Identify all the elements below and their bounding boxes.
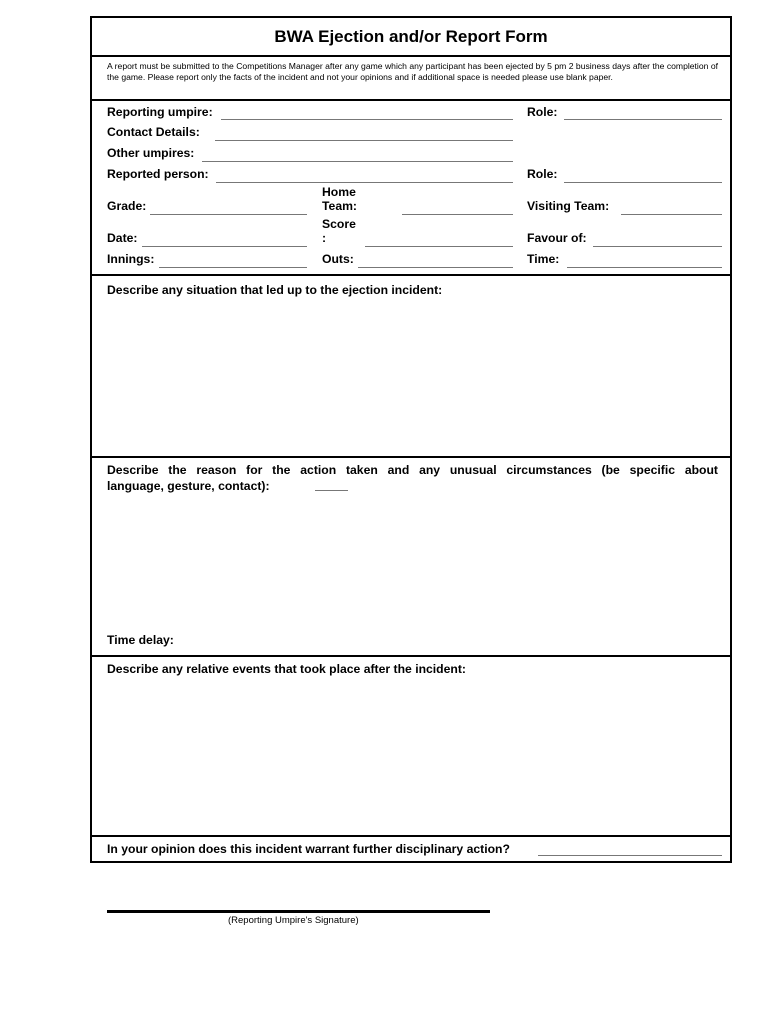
form-instructions: A report must be submitted to the Competitions Manager after any game which any participant has been ejected by 5 pm 2 business days after the completion of the game. Please report only the facts of the incident and not your opinions and if additional space is needed please use blank paper. [107,61,718,82]
role-field[interactable] [564,119,722,120]
signature-label: (Reporting Umpire's Signature) [228,915,359,926]
title-divider [92,55,730,57]
time-field[interactable] [567,267,722,268]
outs-field[interactable] [358,267,513,268]
reason-inline-field[interactable] [315,490,348,491]
visiting-team-field[interactable] [621,214,722,215]
time-delay-label: Time delay: [107,633,174,647]
situation-prompt: Describe any situation that led up to the ejection incident: [107,283,443,297]
date-field[interactable] [142,246,307,247]
score-label-line2: : [322,231,327,245]
outs-label: Outs: [322,252,354,266]
details-divider [92,274,730,276]
after-events-divider [92,835,730,837]
intro-divider [92,99,730,101]
disciplinary-answer-field[interactable] [538,855,722,856]
reported-person-field[interactable] [216,182,513,183]
reported-person-label: Reported person: [107,167,209,181]
innings-field[interactable] [159,267,307,268]
reason-divider [92,655,730,657]
reporting-umpire-label: Reporting umpire: [107,105,213,119]
time-label: Time: [527,252,560,266]
situation-answer-area[interactable] [92,300,730,454]
disciplinary-question: In your opinion does this incident warrant further disciplinary action? [107,842,510,856]
contact-details-label: Contact Details: [107,125,200,139]
reason-prompt-line1: Describe the reason for the action taken and any unusual circumstances (be specific about [107,463,718,477]
situation-divider [92,456,730,458]
role-label-2: Role: [527,167,558,181]
score-label-line1: Score [322,217,356,231]
reporting-umpire-field[interactable] [221,119,513,120]
role-field-2[interactable] [564,182,722,183]
other-umpires-field[interactable] [202,161,513,162]
role-label: Role: [527,105,558,119]
innings-label: Innings: [107,252,155,266]
home-team-label-line1: Home [322,185,356,199]
signature-line[interactable] [107,910,490,913]
after-events-answer-area[interactable] [92,680,730,832]
other-umpires-label: Other umpires: [107,146,195,160]
grade-label: Grade: [107,199,147,213]
date-label: Date: [107,231,138,245]
home-team-field[interactable] [402,214,513,215]
reason-prompt-line2: language, gesture, contact): [107,479,270,493]
form-title: BWA Ejection and/or Report Form [274,27,548,46]
after-events-prompt: Describe any relative events that took place after the incident: [107,662,466,676]
report-form [90,16,732,863]
reason-answer-area[interactable] [92,496,730,626]
home-team-label-line2: Team: [322,199,357,213]
grade-field[interactable] [150,214,307,215]
score-field[interactable] [365,246,513,247]
contact-details-field[interactable] [215,140,513,141]
favour-of-field[interactable] [593,246,722,247]
favour-of-label: Favour of: [527,231,587,245]
visiting-team-label: Visiting Team: [527,199,610,213]
